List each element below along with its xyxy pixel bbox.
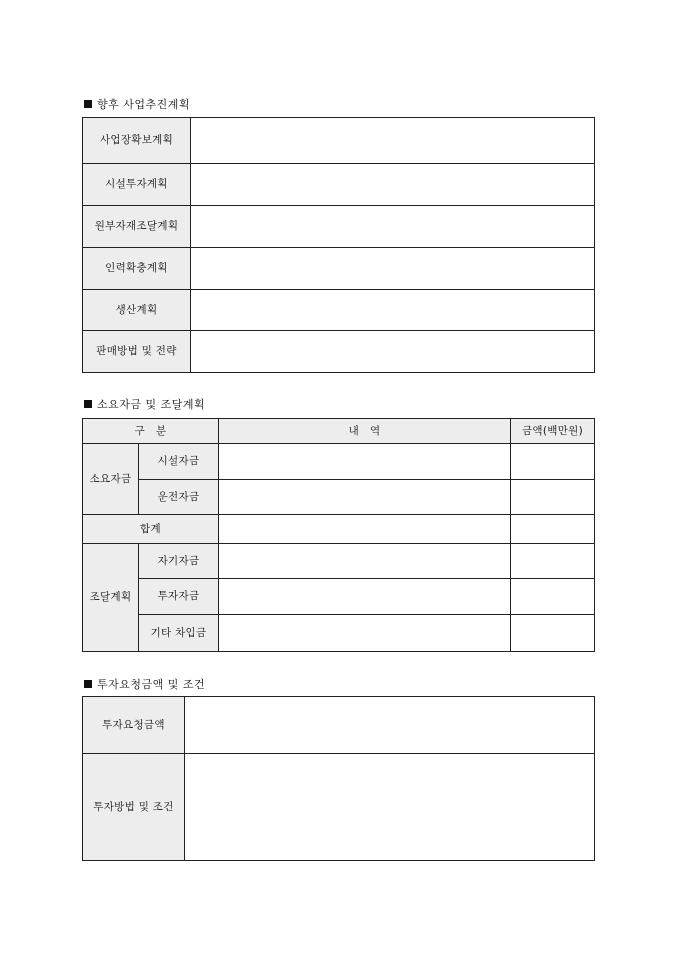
investment-request-table: [82, 696, 595, 861]
row-label: 투자방법 및 조건: [83, 754, 185, 861]
table-row: [83, 515, 595, 544]
item-label: 기타 차입금: [139, 615, 219, 652]
table-header-row: [83, 419, 595, 444]
table-row: [83, 697, 595, 754]
item-label: 시설자금: [139, 444, 219, 480]
business-plan-table: [82, 117, 595, 373]
header-category: 구 분: [83, 419, 219, 444]
section-title-text: 향후 사업추진계획: [97, 98, 191, 111]
site-plan-field[interactable]: [191, 118, 595, 164]
working-funds-amount[interactable]: [511, 480, 595, 515]
table-row: [83, 248, 595, 290]
bullet-square-icon: [84, 680, 92, 688]
section-title-investment-request: [84, 676, 205, 692]
item-label: 운전자금: [139, 480, 219, 515]
table-row: [83, 206, 595, 248]
staffing-plan-field[interactable]: [191, 248, 595, 290]
own-funds-detail[interactable]: [219, 544, 511, 579]
table-row: [83, 754, 595, 861]
row-label: 판매방법 및 전략: [83, 331, 191, 373]
section-title-business-plan: [84, 96, 190, 112]
other-loans-amount[interactable]: [511, 615, 595, 652]
table-row: [83, 331, 595, 373]
group-label-funding: 조달계획: [83, 544, 139, 652]
table-row: [83, 579, 595, 615]
item-label: 자기자금: [139, 544, 219, 579]
section-title-text: 소요자금 및 조달계획: [97, 398, 206, 411]
row-label: 투자요청금액: [83, 697, 185, 754]
row-label: 인력확충계획: [83, 248, 191, 290]
own-funds-amount[interactable]: [511, 544, 595, 579]
materials-procurement-field[interactable]: [191, 206, 595, 248]
bullet-square-icon: [84, 400, 92, 408]
sales-strategy-field[interactable]: [191, 331, 595, 373]
group-label-required: 소요자금: [83, 444, 139, 515]
investment-funds-detail[interactable]: [219, 579, 511, 615]
header-detail: 내 역: [219, 419, 511, 444]
working-funds-detail[interactable]: [219, 480, 511, 515]
row-label: 시설투자계획: [83, 164, 191, 206]
facility-investment-field[interactable]: [191, 164, 595, 206]
row-label: 생산계획: [83, 290, 191, 331]
table-row: [83, 118, 595, 164]
funding-table: [82, 418, 595, 652]
investment-terms-field[interactable]: [185, 754, 595, 861]
table-row: [83, 544, 595, 579]
table-row: [83, 444, 595, 480]
table-row: [83, 290, 595, 331]
investment-funds-amount[interactable]: [511, 579, 595, 615]
facility-funds-amount[interactable]: [511, 444, 595, 480]
row-label: 원부자재조달계획: [83, 206, 191, 248]
facility-funds-detail[interactable]: [219, 444, 511, 480]
header-amount: 금액(백만원): [511, 419, 595, 444]
table-row: [83, 164, 595, 206]
section-title-text: 투자요청금액 및 조건: [97, 678, 206, 691]
total-amount[interactable]: [511, 515, 595, 544]
row-label: 사업장확보계획: [83, 118, 191, 164]
table-row: [83, 480, 595, 515]
investment-amount-field[interactable]: [185, 697, 595, 754]
total-label: 합계: [83, 515, 219, 544]
bullet-square-icon: [84, 100, 92, 108]
other-loans-detail[interactable]: [219, 615, 511, 652]
table-row: [83, 615, 595, 652]
total-detail[interactable]: [219, 515, 511, 544]
item-label: 투자자금: [139, 579, 219, 615]
production-plan-field[interactable]: [191, 290, 595, 331]
section-title-funding: [84, 396, 205, 412]
